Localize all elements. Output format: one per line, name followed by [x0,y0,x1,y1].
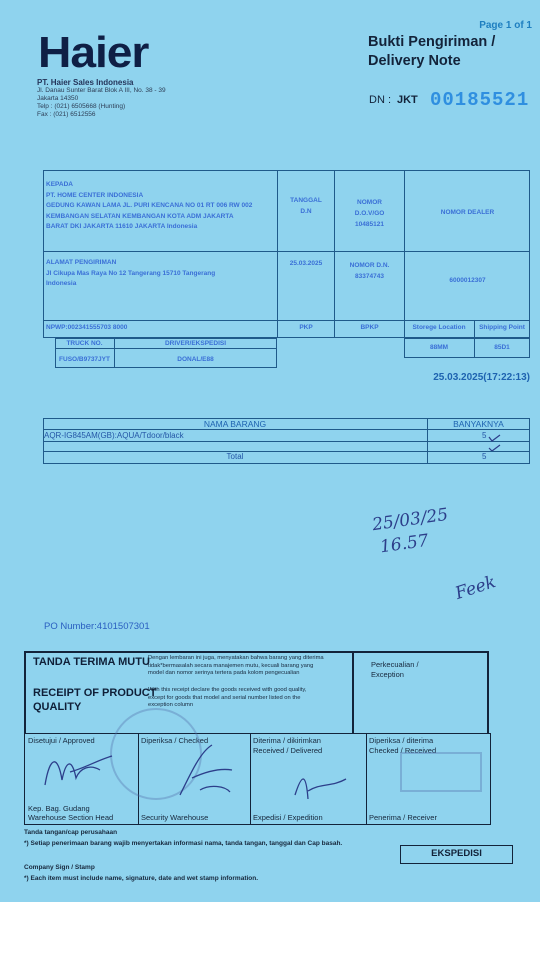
exception-label: Perkecualian / [371,660,419,669]
title-indonesian: Bukti Pengiriman / [368,34,496,50]
receiver-label: Penerima / Receiver [369,813,437,822]
receipt-text-en-2: except for goods that model and serial number listed on the [148,694,301,701]
nomor-value-1: D.O.V/GO [354,210,385,217]
footer-line-3: Company Sign / Stamp [24,864,95,871]
expedition-label: Expedisi / Expedition [253,813,323,822]
receipt-text-en-3: exception column [148,702,194,708]
company-address-1: Jl. Danau Sunter Barat Blok A III, No. 38 - 39 [37,87,166,94]
truck-label: TRUCK NO. [66,340,103,347]
pkp-label: PKP [299,324,313,331]
title-english: Delivery Note [368,53,461,69]
shipping-label: ALAMAT PENGIRIMAN [46,259,117,266]
footer-line-4: *) Each item must include name, signature, date and wet stamp information. [24,875,259,882]
item-name: AQR-IG845AM(GB):AQUA/Tdoor/black [44,431,184,440]
storage-location-value: 88MM [429,344,449,351]
date-dn: D.N [300,208,312,215]
delivered-label-1: Diterima / dikirimkan [253,736,321,745]
footer-line-2: *) Setiap penerimaan barang wajib menyertakan informasi nama, tanda tangan, tanggal dan Cap basah. [24,840,343,847]
items-header-name: NAMA BARANG [203,419,267,429]
receipt-bracket-right [352,651,354,733]
receipt-text-en [148,687,348,710]
consignee-block [46,180,252,233]
shipping-address-2: Indonesia [46,280,77,287]
exception-bracket-right [487,651,489,733]
page-indicator: Page 1 of 1 [479,20,532,31]
dn-number-column [335,260,404,282]
bpkp-label: BPKP [360,324,379,331]
dn-number-label: NOMOR D.N. [349,262,390,269]
delivered-label-2: Received / Delivered [253,746,323,755]
exception-label-en: Exception [371,670,404,679]
receipt-text-id-3: model dan nomor serinya tertera pada kolom pengecualian [148,670,300,676]
dealer-number-value: 6000012307 [449,277,486,284]
shipping-date: 25.03.2025 [289,260,323,267]
storage-location-label: Storege Location [412,324,466,331]
truck-value: FUSO/B9737JYT [59,356,110,363]
security-label: Security Warehouse [141,813,209,822]
shipping-point-value: 85D1 [494,344,510,351]
dn-label: DN : [369,94,391,106]
receipt-bracket-left [24,651,26,733]
handwritten-date: 25/03/25 [370,504,450,536]
shipping-address-1: Jl Cikupa Mas Raya No 12 Tangerang 15710 Tangerang [46,269,216,277]
dn-number-value: 83374743 [355,273,384,280]
received-label-1: Diperiksa / diterima [369,736,434,745]
section-divider-top [24,651,489,653]
consignee-address-2: KEMBANGAN SELATAN KEMBANGAN KOTA ADM JAKARTA [46,212,234,220]
checker-signature-icon [170,740,240,800]
consignee-label: KEPADA [46,181,73,188]
receipt-text-id-1: Dengan lembaran ini juga, menyatakan bahwa barang yang diterima [148,655,324,661]
document-title [368,33,495,71]
checkmark-icon [488,431,502,451]
company-address-2: Jakarta 14350 [37,95,79,102]
date-column [278,197,334,215]
receipt-text-en-1: With this receipt declare the goods received with good quality, [148,687,307,693]
dn-number: 00185521 [430,89,530,111]
total-label: Total [226,452,244,461]
item-qty: 5 [482,431,487,440]
ekspedisi-box: EKSPEDISI [400,845,513,864]
consignee-name: PT. HOME CENTER INDONESIA [46,191,144,199]
consignee-address-1: GEDUNG KAWAN LAMA JL. PURI KENCANA NO 01 RT 006 RW 002 [46,202,253,209]
nomor-column [335,197,404,230]
npwp: NPWP:002341555703 8000 [46,324,128,331]
company-fax: Fax : (021) 6512556 [37,111,96,118]
approver-title-1: Kep. Bag. Gudang [28,804,90,813]
haier-logo: Haier [38,28,149,77]
received-label-2: Checked / Received [369,746,437,755]
handwritten-signature: Feek [452,572,499,604]
company-name: PT. Haier Sales Indonesia [37,78,134,87]
driver-label: DRIVER/EKSPEDISI [164,340,227,347]
expedition-signature-icon [290,765,350,805]
dn-branch-code: JKT [397,94,418,106]
driver-value: DONAL/E88 [177,356,214,363]
dealer-number-label: NOMOR DEALER [440,209,495,216]
receipt-title-id: TANDA TERIMA MUTU [33,656,150,668]
receipt-title-en-2: QUALITY [33,701,82,713]
nomor-value-2: 10485121 [355,221,384,228]
total-qty: 5 [482,452,487,461]
print-timestamp: 25.03.2025(17:22:13) [433,372,530,383]
received-stamp-icon [400,752,482,792]
receipt-text-id-2: tidak*bermasalah secara manajemen mutu, kecuali barang yang [148,662,314,669]
po-number: PO Number:4101507301 [44,621,150,632]
approver-signature-icon [40,750,120,790]
receipt-title-en-1: RECEIPT OF PRODUCT [33,687,157,699]
items-header-qty: BANYAKNYA [453,419,504,429]
consignee-address-3: BARAT DKI JAKARTA 11610 JAKARTA Indonesia [46,223,198,230]
approved-label: Disetujui / Approved [28,736,95,745]
footer-line-1: Tanda tangan/cap perusahaan [24,829,118,836]
checked-label: Diperiksa / Checked [141,736,209,745]
receipt-text-id [148,655,348,678]
approver-title-2: Warehouse Section Head [28,813,114,822]
shipping-block [46,258,215,290]
company-telp: Telp : (021) 6505668 (Hunting) [37,103,126,110]
handwritten-time: 16.57 [378,530,430,558]
nomor-label: NOMOR [357,199,382,206]
shipping-point-label: Shipping Point [479,324,525,331]
date-label: TANGGAL [290,197,322,204]
